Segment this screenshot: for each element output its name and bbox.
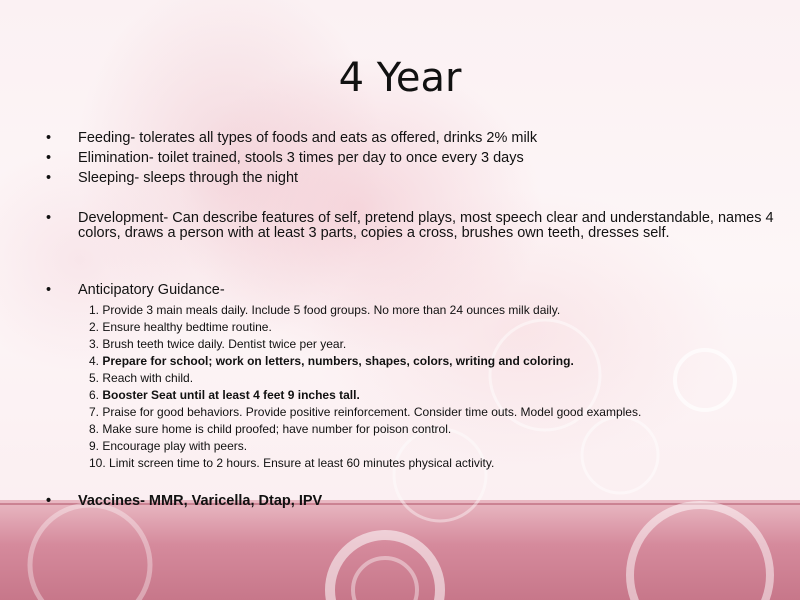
bullet-dot: • (46, 282, 52, 298)
guidance-item-number: 8. (89, 422, 100, 436)
bullet-dot: • (46, 210, 52, 226)
bullet-text: Anticipatory Guidance- (78, 282, 225, 298)
guidance-item (89, 353, 759, 370)
guidance-item-text: Make sure home is child proofed; have number for poison control. (102, 422, 452, 436)
guidance-item-text: Provide 3 main meals daily. Include 5 food groups. No more than 24 ounces milk daily. (102, 303, 561, 317)
guidance-item-number: 7. (89, 405, 100, 419)
guidance-item (89, 302, 759, 319)
guidance-item (89, 404, 759, 421)
bullet-text: Development- Can describe features of self, pretend plays, most speech clear and understandable, names 4 colors, draws a person with at least 3 parts, copies a cross, brushes own teeth, dresses self. (78, 210, 774, 241)
guidance-item-number: 1. (89, 303, 100, 317)
bullet-dot: • (46, 170, 52, 186)
guidance-item-text: Brush teeth twice daily. Dentist twice per year. (102, 337, 347, 351)
guidance-item (89, 370, 759, 387)
guidance-list (89, 302, 759, 472)
guidance-item-number: 10. (89, 456, 106, 470)
bullet-dot: • (46, 150, 52, 166)
guidance-item (89, 438, 759, 455)
guidance-item-number: 5. (89, 371, 100, 385)
bullet-text: Sleeping- sleeps through the night (78, 170, 299, 186)
guidance-item (89, 336, 759, 353)
guidance-item (89, 319, 759, 336)
bullet-text: Vaccines- MMR, Varicella, Dtap, IPV (78, 493, 323, 509)
slide-title: 4 Year (338, 55, 462, 101)
guidance-item-text: Prepare for school; work on letters, numbers, shapes, colors, writing and coloring. (102, 354, 574, 368)
guidance-item-number: 2. (89, 320, 100, 334)
guidance-item-text: Ensure healthy bedtime routine. (102, 320, 272, 334)
bullet-text: Feeding- tolerates all types of foods and eats as offered, drinks 2% milk (78, 130, 538, 146)
bullet-dot: • (46, 493, 52, 509)
guidance-item-text: Booster Seat until at least 4 feet 9 inches tall. (102, 388, 360, 402)
guidance-item-number: 3. (89, 337, 100, 351)
guidance-item (89, 455, 759, 472)
guidance-item-text: Reach with child. (102, 371, 194, 385)
guidance-item (89, 421, 759, 438)
guidance-item-text: Praise for good behaviors. Provide positive reinforcement. Consider time outs. Model good examples. (102, 405, 642, 419)
bullet-text: Elimination- toilet trained, stools 3 times per day to once every 3 days (78, 150, 524, 166)
guidance-item (89, 387, 759, 404)
guidance-item-number: 4. (89, 354, 100, 368)
guidance-item-number: 6. (89, 388, 100, 402)
guidance-item-text: Limit screen time to 2 hours. Ensure at least 60 minutes physical activity. (109, 456, 495, 470)
bullet-dot: • (46, 130, 52, 146)
guidance-item-text: Encourage play with peers. (102, 439, 248, 453)
guidance-item-number: 9. (89, 439, 100, 453)
